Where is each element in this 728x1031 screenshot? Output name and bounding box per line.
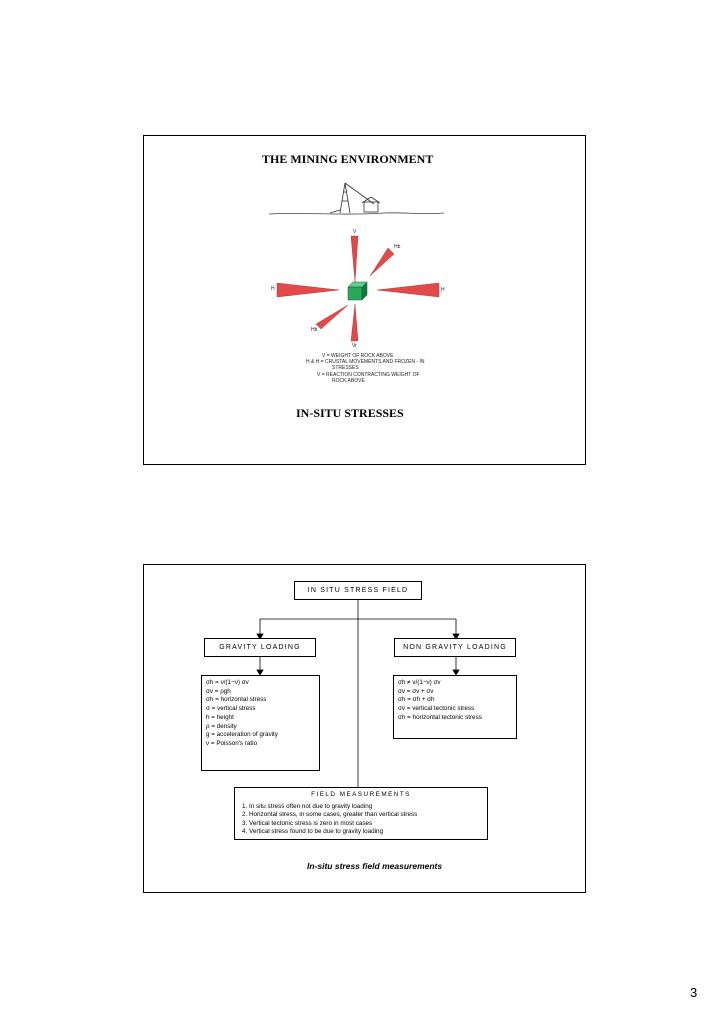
non-gravity-loading-box: NON GRAVITY LOADING <box>394 638 516 657</box>
legend-line: V = REACTION CONTRACTING WEIGHT OF <box>317 372 420 378</box>
formula-line: σv = ρgh <box>206 687 231 695</box>
arrow-vr-bottom <box>351 304 358 341</box>
arrow-h-left <box>277 283 339 297</box>
gravity-formulas-box <box>201 675 320 771</box>
arrow-v-top <box>351 236 358 282</box>
arrow-hb-top <box>370 248 394 276</box>
headframe-icon <box>330 183 380 213</box>
slide-in-situ-stresses <box>143 135 586 465</box>
label-hb-top: Hb <box>394 244 401 250</box>
in-situ-stress-field-box: IN SITU STRESS FIELD <box>294 581 422 600</box>
rock-cube-icon <box>348 282 367 300</box>
formula-line: ν = Poisson's ratio <box>206 739 258 747</box>
formula-line: σh = horizontal stress <box>206 696 267 704</box>
arrow-h-right <box>377 283 439 297</box>
label-vr: Vr <box>352 343 357 349</box>
gravity-loading-box: GRAVITY LOADING <box>204 638 316 657</box>
label-h-left: H <box>271 286 275 292</box>
formula-line: σh = horizontal tectonic stress <box>398 713 482 721</box>
slide1-title: THE MINING ENVIRONMENT <box>262 152 434 166</box>
slide2-caption: In-situ stress field measurements <box>307 861 443 871</box>
field-measurements-box <box>234 787 488 840</box>
field-item: 2. Horizontal stress, in some cases, greater than vertical stress <box>242 811 418 818</box>
field-item: 3. Vertical tectonic stress is zero in most cases <box>242 819 373 827</box>
formula-line: ρ = density <box>206 722 237 730</box>
formula-line: σ = vertical stress <box>206 705 256 713</box>
slide-stress-field-measurements <box>143 564 586 893</box>
legend-line: STRESSES <box>332 365 359 371</box>
field-item: 1. In situ stress often not due to gravity loading <box>242 802 373 810</box>
non-gravity-formulas-box <box>393 675 517 739</box>
page-number: 3 <box>690 985 698 1000</box>
field-item: 4. Vertical stress found to be due to gravity loading <box>242 828 384 835</box>
formula-line: σh = ν/(1−ν) σv <box>206 679 249 686</box>
formula-line: σv = vertical tectonic stress <box>398 705 475 713</box>
formula-line: σh ≠ ν/(1−ν) σv <box>398 679 441 686</box>
arrow-hb-bottom <box>316 305 348 329</box>
formula-line: σh = σh + σh <box>398 696 435 704</box>
label-hb-bottom: Hb <box>311 327 318 333</box>
label-h-right: H <box>441 287 445 293</box>
field-measurements-title: FIELD MEASUREMENTS <box>311 791 411 798</box>
legend-line: V = WEIGHT OF ROCK ABOVE <box>322 353 394 359</box>
formula-line: h = height <box>206 713 234 721</box>
slide1-caption: IN-SITU STRESSES <box>296 406 404 420</box>
formula-line: σv = σv + σv <box>398 687 434 695</box>
ground-line <box>269 213 444 214</box>
formula-line: g = acceleration of gravity <box>206 731 278 739</box>
label-v: V <box>353 229 357 235</box>
legend-line: ROCK ABOVE <box>332 378 365 384</box>
legend-line: H & H = CRUSTAL MOVEMENTS AND FROZEN - IN <box>306 359 425 365</box>
